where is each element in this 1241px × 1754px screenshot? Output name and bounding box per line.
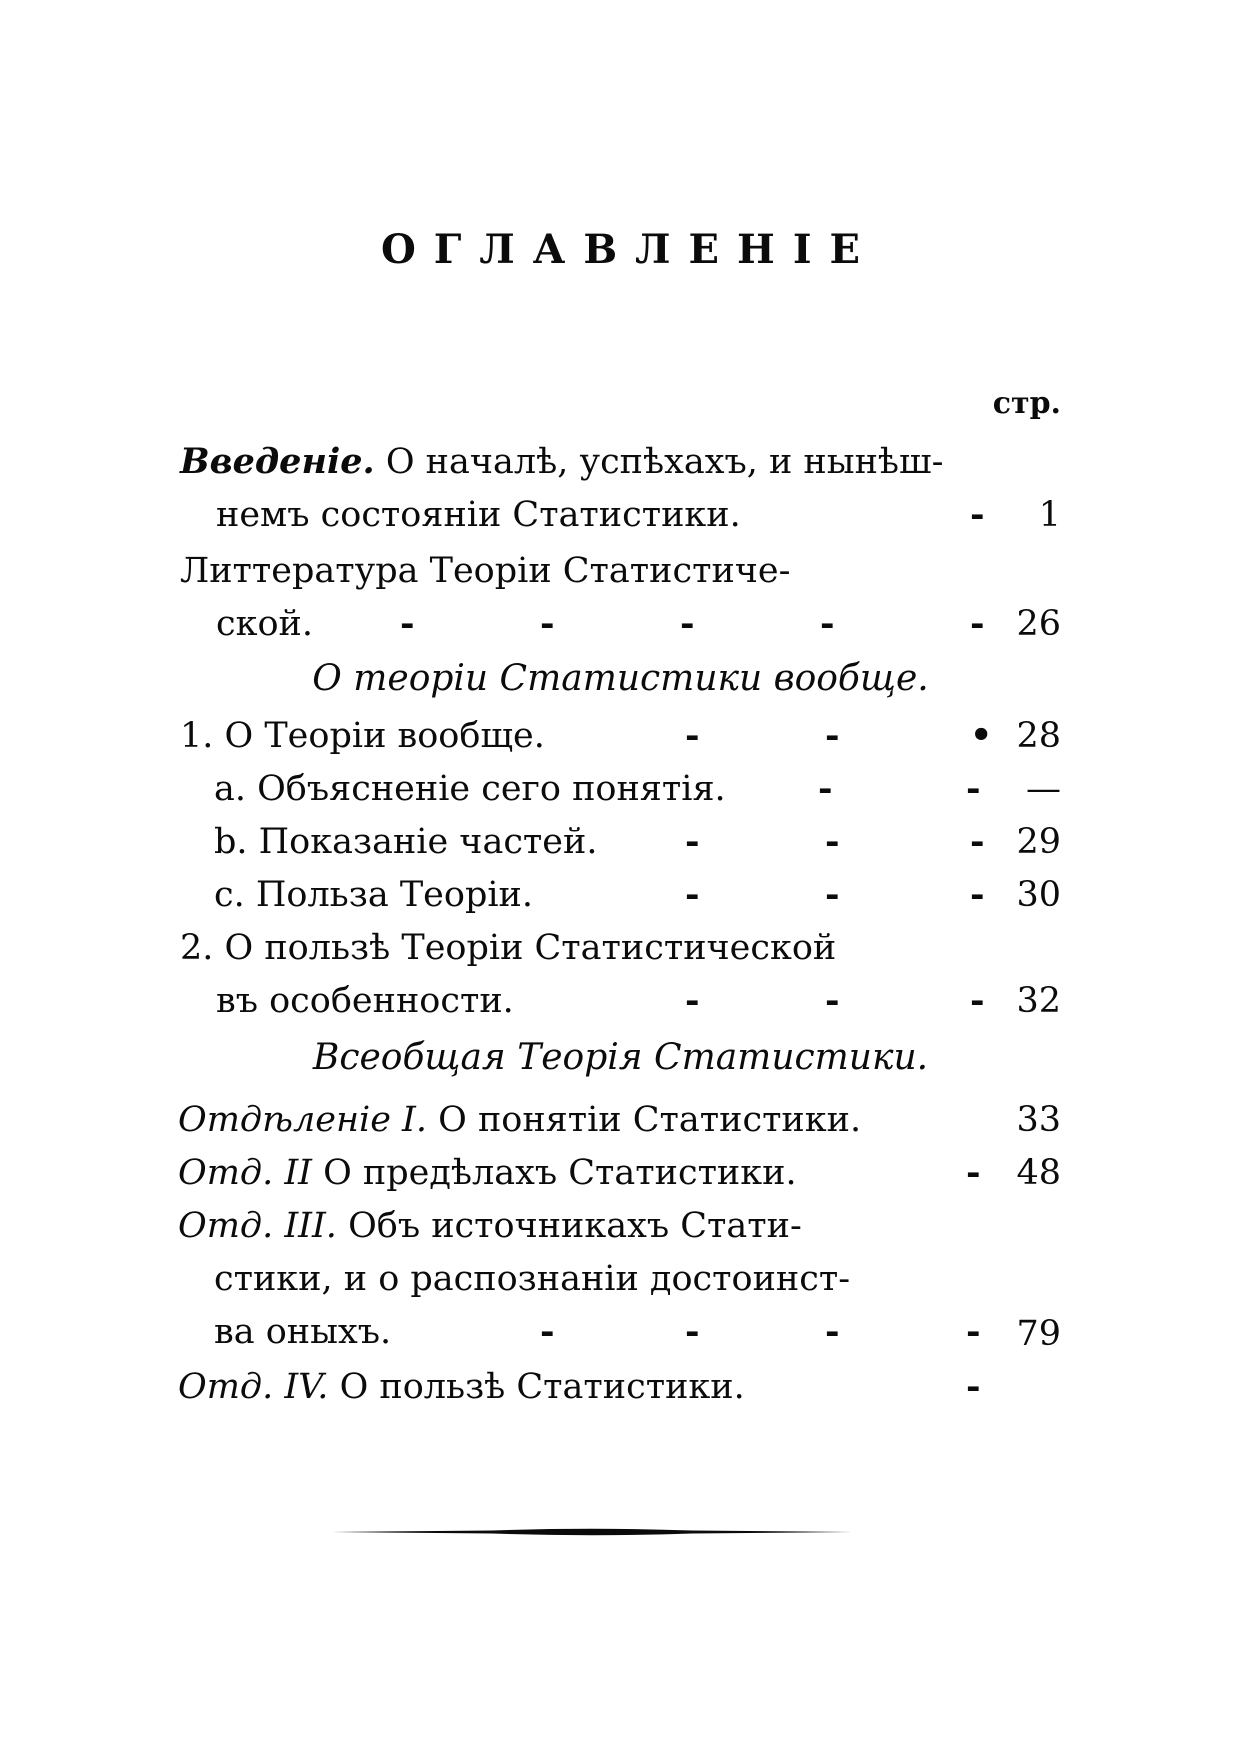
entry-text: b. Показаніе частей.	[214, 822, 598, 862]
toc-entry	[178, 1097, 861, 1143]
decorative-rule	[332, 1526, 852, 1538]
toc-entry	[180, 713, 545, 759]
page-number: 33	[1016, 1100, 1061, 1140]
section-heading: О теоріи Статистики вообще.	[312, 658, 929, 699]
leader-dash: -	[825, 715, 840, 756]
entry-text-continuation: въ особенности.	[216, 981, 514, 1021]
entry-text-continuation: ва оныхъ.	[214, 1312, 392, 1352]
leader-dash: -	[966, 1311, 981, 1352]
entry-text: a. Объясненіе сего понятія.	[214, 769, 726, 809]
leader-dash: -	[825, 874, 840, 915]
toc-subentry	[214, 819, 597, 865]
page-number: 30	[1016, 875, 1061, 915]
leader-dash: -	[685, 821, 700, 862]
entry-text: c. Польза Теоріи.	[214, 875, 533, 915]
entry-text: 1. О Теоріи вообще.	[180, 716, 545, 756]
leader-dash: -	[970, 874, 985, 915]
leader-dash: -	[825, 980, 840, 1021]
page-number: —	[1026, 769, 1061, 809]
leader-dash: -	[966, 1152, 981, 1193]
leader-dash: -	[970, 603, 985, 644]
leader-dash: -	[820, 603, 835, 644]
toc-entry	[180, 925, 836, 971]
leader-dash: -	[680, 603, 695, 644]
leader-dash: -	[970, 821, 985, 862]
entry-text: Объ источникахъ Стати-	[348, 1206, 802, 1246]
leader-dash: -	[540, 603, 555, 644]
toc-entry	[178, 1203, 802, 1249]
page-title: ОГЛАВЛЕНІЕ	[380, 226, 879, 273]
leader-dash: -	[685, 715, 700, 756]
leader-dash: -	[685, 1311, 700, 1352]
page-number: 29	[1016, 822, 1061, 862]
toc-entry	[178, 1364, 745, 1410]
leader-dash: -	[825, 1311, 840, 1352]
entry-label: Отд. II	[178, 1153, 312, 1193]
page-number: 48	[1016, 1153, 1061, 1193]
leader-dash: -	[970, 494, 985, 535]
toc-entry-introduction	[180, 439, 943, 485]
leader-dash: -	[540, 1311, 555, 1352]
entry-text-continuation: немъ состояніи Статистики.	[216, 495, 741, 535]
entry-text: О предѣлахъ Статистики.	[323, 1153, 797, 1193]
leader-dash: -	[400, 603, 415, 644]
leader-dash: -	[818, 768, 833, 809]
toc-subentry	[214, 766, 726, 812]
page-number: 32	[1016, 981, 1061, 1021]
entry-label: Введеніе.	[180, 441, 375, 482]
toc-entry-literature-cont	[216, 601, 313, 647]
entry-label: Отд. III.	[178, 1206, 337, 1246]
toc-entry-cont	[214, 1256, 850, 1302]
leader-dash: -	[685, 980, 700, 1021]
leader-dash: -	[966, 1366, 981, 1407]
entry-text: О пользѣ Статистики.	[339, 1367, 745, 1407]
section-heading: Всеобщая Теорія Статистики.	[312, 1037, 929, 1078]
leader-dash: -	[966, 768, 981, 809]
page-number: 1	[1038, 495, 1061, 535]
page-column-header: стр.	[992, 386, 1061, 421]
page-number: 79	[1016, 1314, 1061, 1354]
entry-label: Отдѣленіе I.	[178, 1100, 427, 1140]
leader-dash: •	[970, 715, 993, 756]
leader-dash: -	[685, 874, 700, 915]
entry-text-continuation: ской.	[216, 604, 314, 644]
toc-entry-literature	[180, 548, 790, 594]
toc-entry-cont	[214, 1309, 391, 1355]
entry-label: Отд. IV.	[178, 1367, 329, 1407]
toc-entry-introduction-cont	[216, 492, 741, 538]
entry-text: О понятіи Статистики.	[438, 1100, 862, 1140]
entry-text-continuation: стики, и о распознаніи достоинст-	[214, 1259, 851, 1299]
leader-dash: -	[970, 980, 985, 1021]
toc-subentry	[214, 872, 533, 918]
entry-text: 2. О пользѣ Теоріи Статистической	[180, 928, 837, 968]
page-number: 28	[1016, 716, 1061, 756]
leader-dash: -	[825, 821, 840, 862]
page-number: 26	[1016, 604, 1061, 644]
entry-text: О началѣ, успѣхахъ, и нынѣш-	[385, 442, 944, 482]
entry-text: Литтература Теоріи Статистиче-	[180, 551, 791, 591]
toc-entry	[178, 1150, 797, 1196]
toc-entry-cont	[216, 978, 514, 1024]
